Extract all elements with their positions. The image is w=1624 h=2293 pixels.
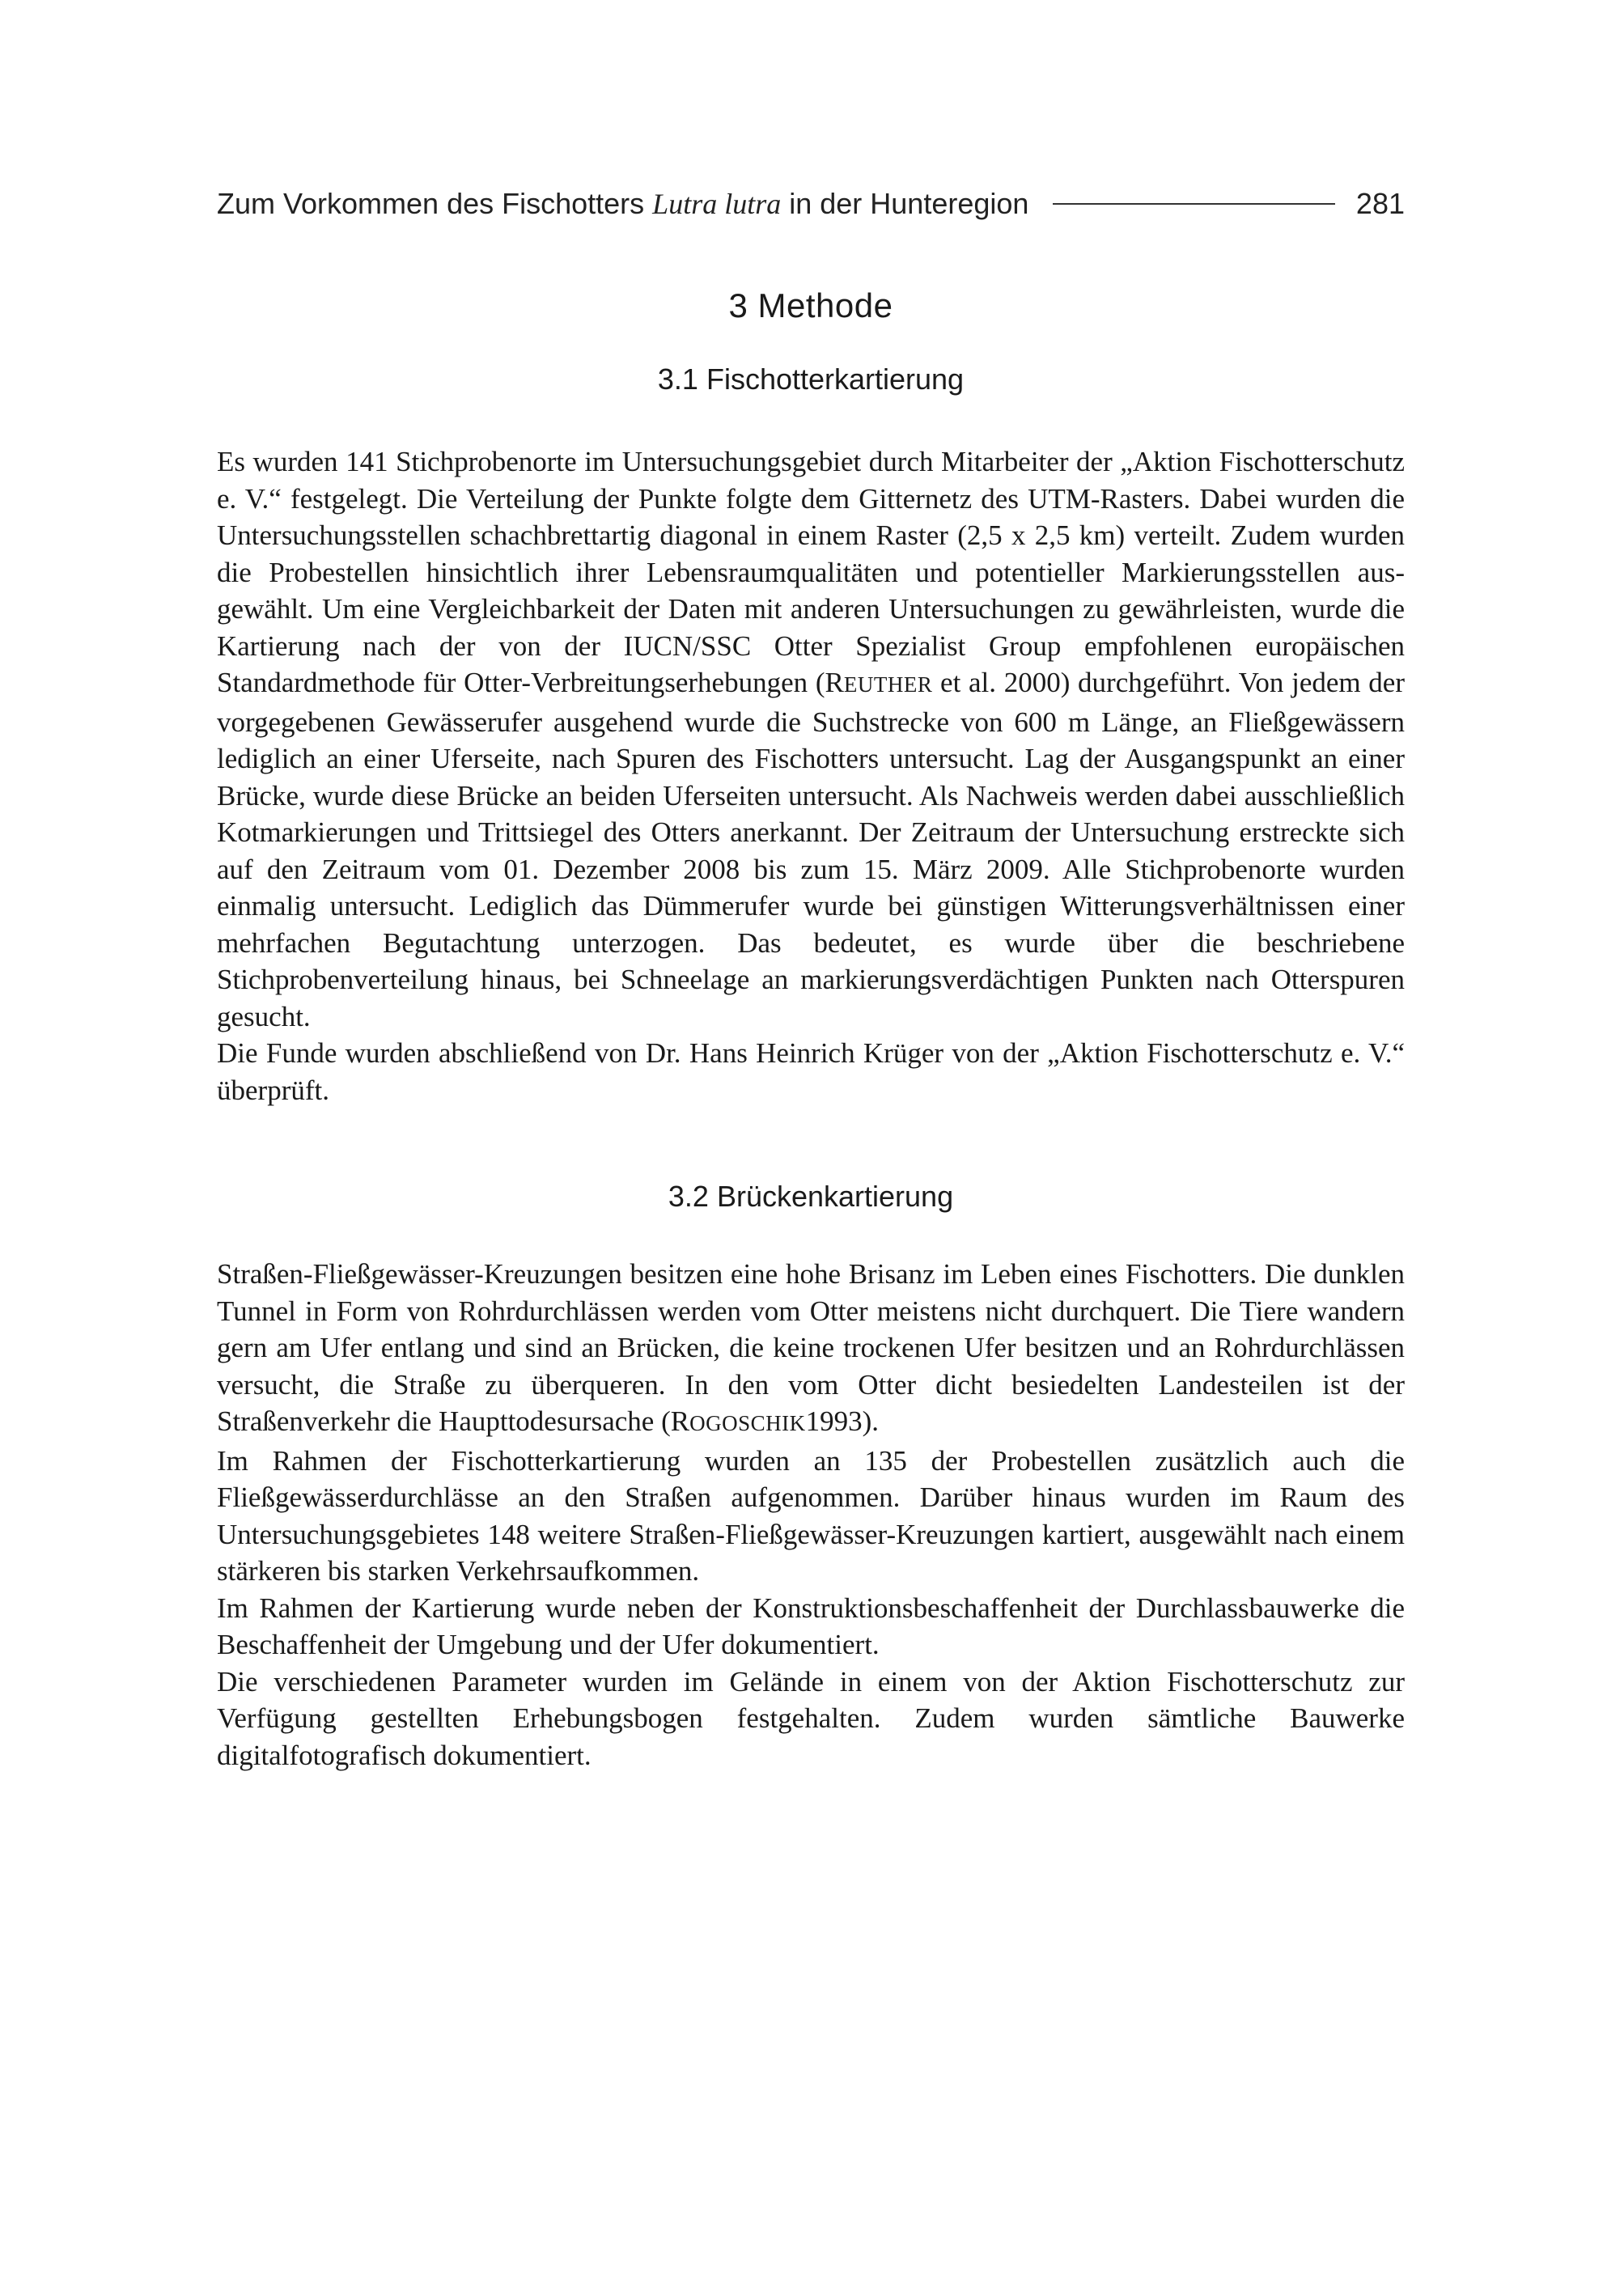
page [217, 180, 1405, 1774]
running-head-rule [1053, 203, 1335, 205]
paragraph-text: Es wurden 141 Stichprobenorte im Untersuchungsgebiet durch Mitarbeiter der „Aktion Fischotterschutz e. V.“ festgelegt. Die Verteilung der Punkte folgte dem Gitternetz des UTM-Rasters. Dabei wurden die Untersuchungsstellen schachbrettartig diagonal in einem Raster (2,5 x 2,5 km) verteilt. Zudem wurden die Probestellen hinsichtlich ihrer Lebensraumqualitäten und potentieller Markierungsstellen ausgewählt. Um eine Vergleichbarkeit der Daten mit anderen Untersuchungen zu gewährleisten, wurde die Kartierung nach der von der IUCN/SSC Otter Spezialist Group empfohlenen europäischen Standardmethode für Otter-Verbreitungserhebungen ( [217, 446, 1405, 698]
subsection-heading-fischotterkartierung: 3.1 Fischotterkartierung [657, 362, 965, 396]
author-citation [825, 667, 932, 698]
running-head-title-suffix: in der Hunteregion [781, 187, 1029, 220]
running-head [217, 180, 1405, 228]
section-heading: 3 Methode [728, 286, 893, 324]
author-initial: R [825, 667, 844, 698]
paragraph-text: Straßen-Fließgewässer-Kreuzungen besitzen eine hohe Brisanz im Leben eines Fischotters. Die dunklen Tunnel in Form von Rohrdurchlässen werden vom Otter meistens nicht durchquert. Die Tiere wandern gern am Ufer entlang und sind an Brücken, die keine trockenen Ufer besitzen und an Rohrdurchlässen versucht, die Straße zu überqueren. In den vom Otter dicht besiedelten Landesteilen ist der Straßenverkehr die Haupttodesursache ( [217, 1258, 1405, 1437]
running-head-title [217, 187, 1028, 221]
author-initial: R [670, 1405, 690, 1437]
subsection-heading-brueckenkartierung: 3.2 Brückenkartierung [668, 1180, 954, 1213]
subsection-body-fischotterkartierung [217, 443, 1405, 1108]
author-smallcaps: OGOSCHIK [689, 1411, 806, 1435]
page-number: 281 [1355, 187, 1405, 220]
paragraph: Im Rahmen der Kartierung wurde neben der Konstruktionsbeschaffenheit der Durchlassbauwerke die Beschaffenheit der Umgebung und der Ufer dokumentiert. [217, 1592, 1405, 1660]
paragraph: Im Rahmen der Fischotterkartierung wurden an 135 der Probestellen zusätzlich auch die Fließgewässerdurchlässe an den Straßen aufgenommen. Darüber hinaus wurden im Raum des Untersuchungsgebietes 148 weitere Straßen-Fließgewässer-Kreuzungen kartiert, ausgewählt nach einem stärkeren bis starken Verkehrsaufkommen. [217, 1444, 1405, 1587]
paragraph: Die Funde wurden abschließend von Dr. Hans Heinrich Krüger von der „Aktion Fischotterschutz e. V.“ überprüft. [217, 1037, 1405, 1106]
subsection-body-brueckenkartierung [217, 1256, 1405, 1774]
paragraph [217, 443, 1405, 1035]
paragraph-text: 1993). [805, 1405, 880, 1437]
running-head-species-name: Lutra lutra [652, 188, 782, 220]
paragraph-text: et al. 2000) durchgeführt. Von jedem der vorgegebenen Gewässerufer ausgehend wurde die Suchstrecke von 600 m Länge, an Fließgewässern lediglich an einer Uferseite, nach Spuren des Fischotters untersucht. Lag der Ausgangspunkt an einer Brücke, wurde diese Brücke an beiden Uferseiten untersucht. Als Nachweis werden dabei ausschließlich Kotmarkierungen und Trittsiegel des Otters anerkannt. Der Zeitraum der Untersuchung erstreckte sich auf den Zeitraum vom 01. Dezember 2008 bis zum 15. März 2009. Alle Stichprobenorte wurden einmalig untersucht. Lediglich das Dümmerufer wurde bei günstigen Witterungsverhältnissen einer mehrfachen Begutachtung unterzogen. Das bedeutet, es wurde über die beschriebene Stichprobenverteilung hinaus, bei Schneelage an markierungsverdächtigen Punkten nach Otterspuren gesucht. [217, 667, 1405, 1032]
author-smallcaps: EUTHER [843, 672, 933, 697]
running-head-title-text: Zum Vorkommen des Fischotters [217, 187, 653, 220]
paragraph: Die verschiedenen Parameter wurden im Gelände in einem von der Aktion Fischotterschutz zur Verfügung gestellten Erhebungsbogen festgehalten. Zudem wurden sämtliche Bauwerke digitalfotografisch dokumentiert. [217, 1665, 1405, 1771]
author-citation [671, 1405, 806, 1437]
paragraph [217, 1256, 1405, 1443]
